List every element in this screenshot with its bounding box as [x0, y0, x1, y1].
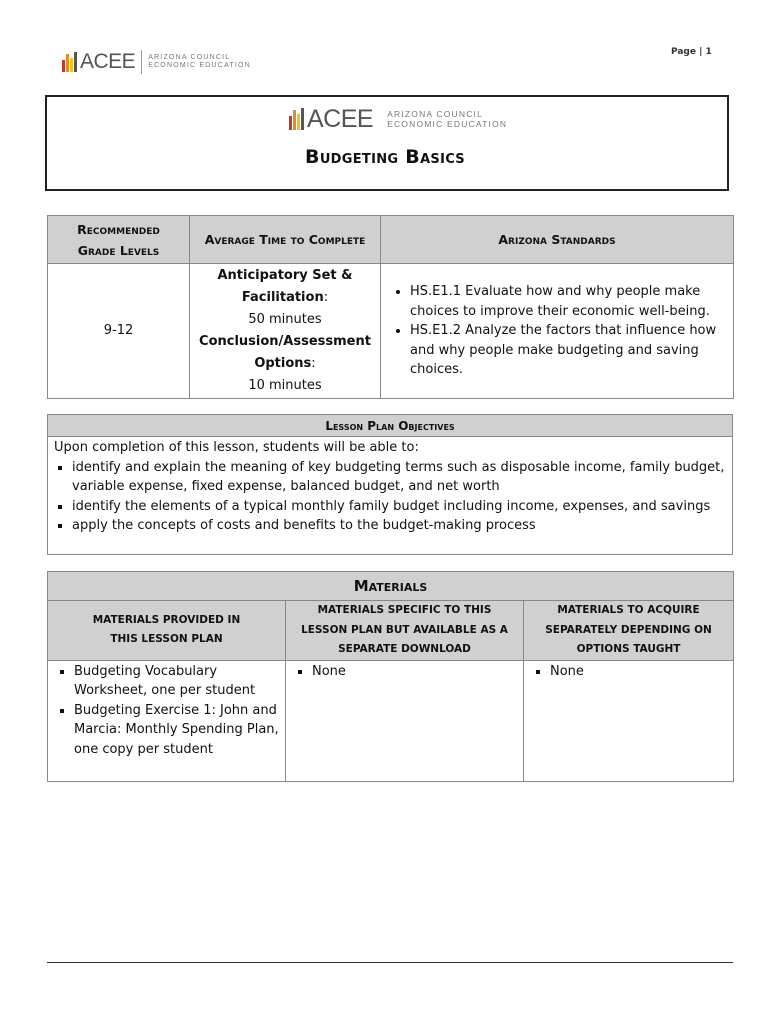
materials-col1-list	[52, 662, 281, 760]
time-part2-label: Conclusion/Assessment Options	[199, 334, 371, 371]
time-cell: Anticipatory Set & Facilitation: 50 minutes Conclusion/Assessment Options: 10 minutes	[190, 264, 381, 399]
grade-levels-value: 9-12	[48, 264, 190, 399]
objectives-list	[54, 458, 726, 536]
list-item: • HS.E1.2 Analyze the factors that influence how and why people make budgeting and saving choices.	[410, 321, 732, 380]
footer-rule	[47, 962, 733, 963]
logo-bars-icon	[62, 52, 77, 72]
materials-col1-cell	[48, 660, 286, 781]
standards-cell	[381, 264, 734, 399]
time-header: Average Time to Complete	[190, 216, 381, 264]
list-item: ▪ apply the concepts of costs and benefits to the budget-making process	[72, 516, 726, 536]
time-part2-value: 10 minutes	[248, 378, 322, 393]
page-number: Page | 1	[671, 47, 712, 57]
standards-list	[382, 282, 732, 380]
time-part1-label: Anticipatory Set & Facilitation	[217, 268, 353, 305]
logo-wordmark: ACEE	[80, 50, 136, 73]
logo-line-2: ECONOMIC EDUCATION	[148, 62, 251, 69]
materials-col2-cell	[286, 660, 524, 781]
list-item: ▪ Budgeting Vocabulary Worksheet, one per student	[74, 662, 281, 701]
title-logo-line-1: ARIZONA COUNCIL	[387, 108, 484, 119]
list-item: ▪ identify and explain the meaning of key budgeting terms such as disposable income, family budget, variable expense, fixed expense, balanced budget, and net worth	[72, 458, 726, 497]
list-item: ▪ identify the elements of a typical monthly family budget including income, expenses, and savings	[72, 497, 726, 517]
title-logo-wordmark: ACEE	[307, 104, 374, 133]
materials-table	[47, 571, 734, 782]
materials-header: Materials	[48, 572, 734, 601]
list-item: ▪ None	[550, 662, 729, 682]
header-logo	[62, 49, 251, 75]
logo-bars-icon	[289, 108, 304, 130]
objectives-intro: Upon completion of this lesson, students will be able to:	[54, 440, 419, 455]
logo-line-1: ARIZONA COUNCIL	[148, 53, 231, 61]
title-logo	[289, 105, 507, 133]
list-item: • HS.E1.1 Evaluate how and why people make choices to improve their economic well-being.	[410, 282, 732, 321]
materials-col3-cell	[524, 660, 734, 781]
list-item: ▪ Budgeting Exercise 1: John and Marcia: Monthly Spending Plan, one copy per student	[74, 701, 281, 760]
objectives-cell	[48, 437, 733, 555]
title-logo-line-2: ECONOMIC EDUCATION	[387, 119, 508, 129]
objectives-table	[47, 414, 733, 555]
objectives-header: Lesson Plan Objectives	[48, 415, 733, 437]
overview-table	[47, 215, 734, 399]
materials-col3-header: MATERIALS TO ACQUIRE SEPARATELY DEPENDING ON OPTIONS TAUGHT	[524, 601, 734, 661]
page-title: Budgeting Basics	[305, 146, 465, 168]
list-item: ▪ None	[312, 662, 519, 682]
materials-col3-list	[528, 662, 729, 682]
time-part1-value: 50 minutes	[248, 312, 322, 327]
materials-col1-header: MATERIALS PROVIDED IN THIS LESSON PLAN	[48, 601, 286, 661]
standards-header: Arizona Standards	[381, 216, 734, 264]
grade-levels-header: Recommended Grade Levels	[48, 216, 190, 264]
materials-col2-header: MATERIALS SPECIFIC TO THIS LESSON PLAN BUT AVAILABLE AS A SEPARATE DOWNLOAD	[286, 601, 524, 661]
materials-col2-list	[290, 662, 519, 682]
